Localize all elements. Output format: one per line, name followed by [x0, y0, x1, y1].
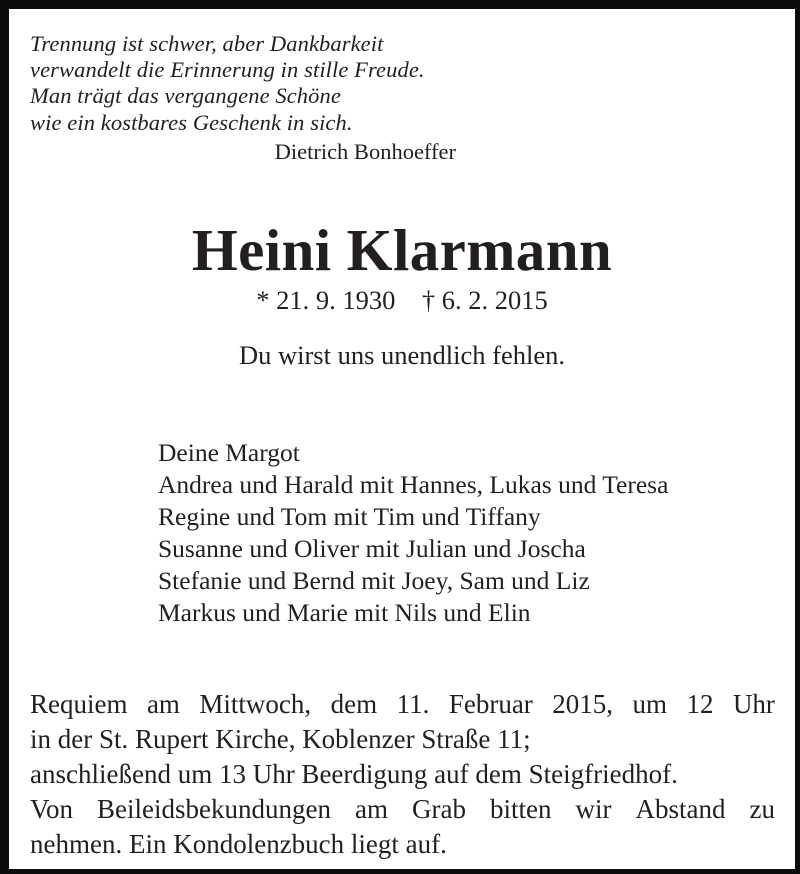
service-line-5: nehmen. Ein Kondolenzbuch liegt auf.: [30, 829, 447, 859]
service-line-1: [30, 687, 775, 722]
survivor-line: Deine Margot: [158, 438, 300, 467]
service-word: 2015,: [552, 689, 614, 719]
survivor-line: Stefanie und Bernd mit Joey, Sam und Liz: [158, 566, 590, 595]
service-word: zu: [749, 794, 775, 824]
survivor-line: Susanne und Oliver mit Julian und Joscha: [158, 534, 586, 563]
service-word: Beileidsbekundungen: [97, 794, 331, 824]
farewell-message: Du wirst uns unendlich fehlen.: [238, 340, 566, 370]
service-word: Requiem: [30, 689, 128, 719]
service-details: [30, 687, 775, 862]
service-word: 11.: [396, 689, 430, 719]
quote-line-3: Man trägt das vergangene Schöne: [30, 83, 341, 109]
service-line-4: [30, 792, 775, 827]
service-word: Von: [30, 794, 74, 824]
life-dates: * 21. 9. 1930 † 6. 2. 2015: [256, 285, 548, 315]
survivor-line: Markus und Marie mit Nils und Elin: [158, 598, 531, 627]
service-word: Abstand: [635, 794, 726, 824]
survivors-list: [158, 437, 798, 629]
quote-line-4: wie ein kostbares Geschenk in sich.: [30, 109, 353, 135]
service-word: Grab: [412, 794, 466, 824]
memorial-quote: [30, 31, 730, 165]
service-line-2: in der St. Rupert Kirche, Koblenzer Straße 11;: [30, 724, 531, 754]
service-word: Mittwoch,: [199, 689, 312, 719]
quote-line-2: verwandelt die Erinnerung in stille Freude.: [30, 57, 425, 83]
service-word: um: [632, 689, 667, 719]
service-word: am: [355, 794, 388, 824]
service-word: Februar: [448, 689, 533, 719]
service-word: dem: [330, 689, 378, 719]
death-notice-sheet: [9, 9, 795, 869]
service-word: am: [146, 689, 180, 719]
deceased-name: Heini Klarmann: [191, 217, 613, 283]
service-word: 12: [686, 689, 714, 719]
service-line-3: anschließend um 13 Uhr Beerdigung auf dem Steigfriedhof.: [30, 759, 678, 789]
survivor-line: Regine und Tom mit Tim und Tiffany: [158, 502, 541, 531]
quote-attribution: Dietrich Bonhoeffer: [274, 138, 456, 164]
survivor-line: Andrea und Harald mit Hannes, Lukas und Teresa: [158, 470, 669, 499]
service-word: Uhr: [732, 689, 775, 719]
deceased-identity: [9, 219, 795, 316]
service-word: bitten: [489, 794, 552, 824]
quote-line-1: Trennung ist schwer, aber Dankbarkeit: [30, 31, 384, 56]
service-word: wir: [575, 794, 612, 824]
